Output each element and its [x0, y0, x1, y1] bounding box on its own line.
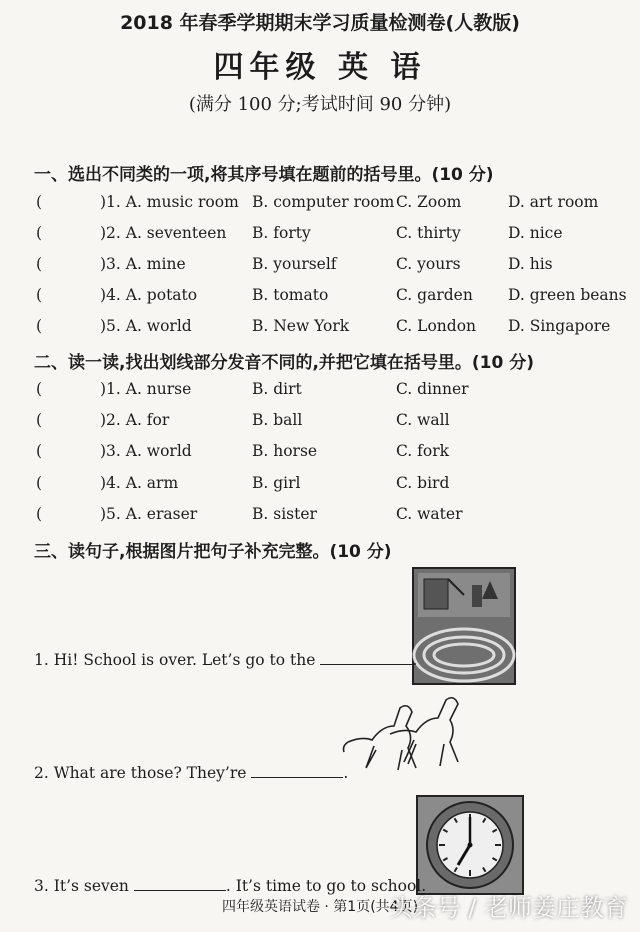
subject-title: 四年级 英 语	[213, 50, 427, 85]
answer-paren[interactable]: (	[36, 286, 43, 304]
answer-blank[interactable]	[251, 763, 343, 778]
option-d: D. nice	[508, 224, 563, 242]
option-c: C. bird	[396, 474, 450, 492]
answer-blank[interactable]	[320, 650, 412, 665]
question-row	[0, 193, 640, 215]
option-a: )3. A. mine	[100, 255, 186, 273]
option-b: B. sister	[252, 505, 317, 523]
sentence-2-end: .	[343, 764, 349, 782]
option-a: )3. A. world	[100, 442, 192, 460]
sentence-1	[34, 650, 417, 669]
clock-picture	[416, 795, 524, 895]
option-b: B. tomato	[252, 286, 329, 304]
option-c: C. wall	[396, 411, 450, 429]
question-row	[0, 286, 640, 308]
option-c: C. garden	[396, 286, 473, 304]
question-row	[0, 442, 640, 464]
option-a: )2. A. seventeen	[100, 224, 227, 242]
watermark: 头条号 / 老师姜庄教育	[388, 894, 628, 922]
question-row	[0, 224, 640, 246]
option-a: )2. A. for	[100, 411, 170, 429]
answer-paren[interactable]: (	[36, 317, 43, 335]
question-row	[0, 411, 640, 433]
answer-paren[interactable]: (	[36, 505, 43, 523]
answer-paren[interactable]: (	[36, 224, 43, 242]
option-d: D. his	[508, 255, 553, 273]
option-a: )5. A. eraser	[100, 505, 198, 523]
question-row	[0, 474, 640, 496]
answer-paren[interactable]: (	[36, 474, 43, 492]
option-b: B. New York	[252, 317, 350, 335]
option-b: B. computer room	[252, 193, 395, 211]
option-b: B. ball	[252, 411, 303, 429]
section2-heading: 二、读一读,找出划线部分发音不同的,并把它填在括号里。(10 分)	[34, 353, 535, 373]
option-c: C. fork	[396, 442, 450, 460]
option-a: )1. A. music room	[100, 193, 239, 211]
option-b: B. yourself	[252, 255, 337, 273]
option-c: C. London	[396, 317, 477, 335]
answer-paren[interactable]: (	[36, 255, 43, 273]
option-d: D. Singapore	[508, 317, 611, 335]
section1-heading: 一、选出不同类的一项,将其序号填在题前的括号里。(10 分)	[34, 165, 494, 185]
option-a: )1. A. nurse	[100, 380, 192, 398]
option-c: C. water	[396, 505, 463, 523]
page-footer: 四年级英语试卷 · 第1页(共4页)	[221, 899, 419, 915]
option-a: )4. A. potato	[100, 286, 198, 304]
option-d: D. art room	[508, 193, 599, 211]
sentence-1-end: .	[412, 651, 418, 669]
answer-paren[interactable]: (	[36, 442, 43, 460]
sentence-2	[34, 763, 348, 782]
sentence-3-text: 3. It’s seven	[34, 877, 134, 895]
option-c: C. dinner	[396, 380, 469, 398]
option-a: )4. A. arm	[100, 474, 179, 492]
exam-title: 2018 年春季学期期末学习质量检测卷(人教版)	[120, 12, 520, 34]
answer-paren[interactable]: (	[36, 193, 43, 211]
playground-picture	[412, 567, 516, 685]
answer-paren[interactable]: (	[36, 411, 43, 429]
sentence-3	[34, 876, 426, 895]
option-b: B. forty	[252, 224, 311, 242]
option-b: B. horse	[252, 442, 318, 460]
horses-picture	[340, 694, 464, 782]
sentence-1-text: 1. Hi! School is over. Let’s go to the	[34, 651, 321, 669]
option-c: C. Zoom	[396, 193, 462, 211]
section3-heading: 三、读句子,根据图片把句子补充完整。(10 分)	[34, 542, 392, 562]
score-info: (满分 100 分;考试时间 90 分钟)	[188, 94, 452, 115]
option-c: C. thirty	[396, 224, 461, 242]
sentence-2-text: 2. What are those? They’re	[34, 764, 252, 782]
sentence-3-end: . It’s time to go to school.	[225, 877, 427, 895]
question-row	[0, 317, 640, 339]
option-a: )5. A. world	[100, 317, 192, 335]
question-row	[0, 255, 640, 277]
question-row	[0, 380, 640, 402]
answer-blank[interactable]	[134, 876, 226, 891]
option-d: D. green beans	[508, 286, 627, 304]
option-b: B. dirt	[252, 380, 302, 398]
option-b: B. girl	[252, 474, 301, 492]
answer-paren[interactable]: (	[36, 380, 43, 398]
question-row	[0, 505, 640, 527]
option-c: C. yours	[396, 255, 461, 273]
